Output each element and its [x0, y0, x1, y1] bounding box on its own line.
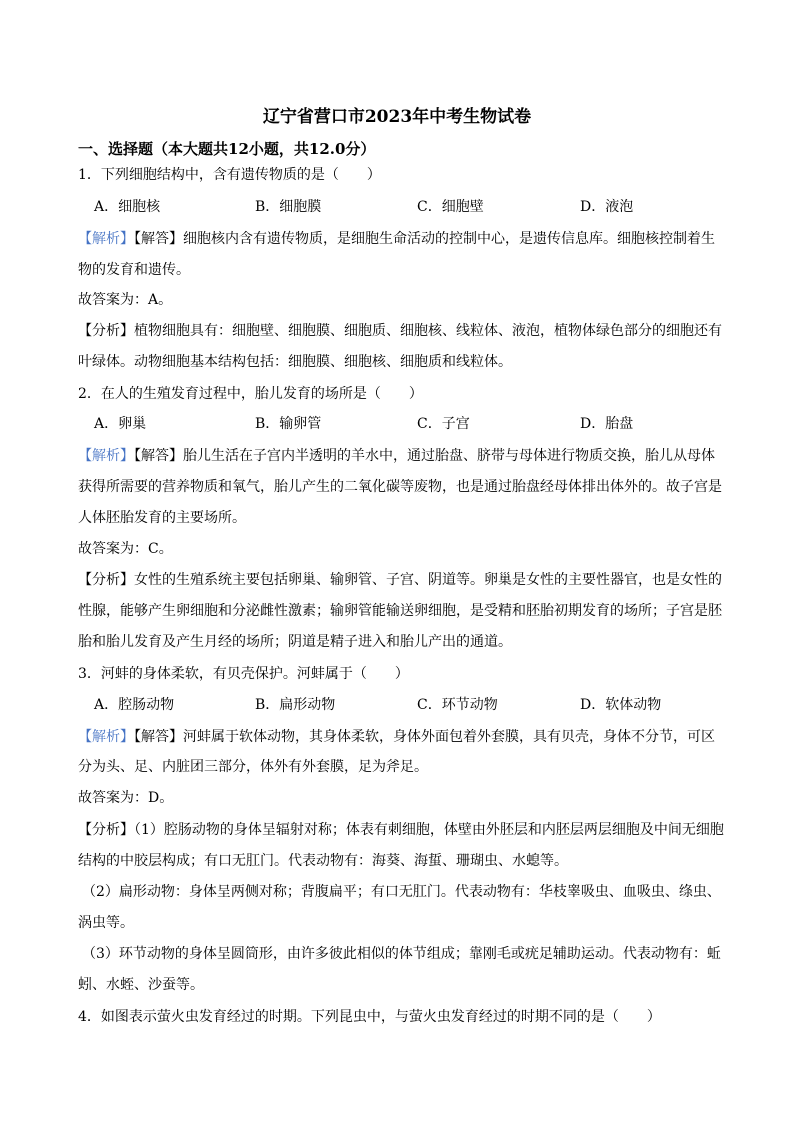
analysis-text: 胎和胎儿发育及产生月经的场所；阴道是精子进入和胎儿产出的通道。: [78, 634, 512, 650]
question-2-explanation-line: 【解析】【解答】胎儿生活在子宫内半透明的羊水中，通过胎盘、脐带与母体进行物质交换，胎儿从母体: [78, 448, 715, 464]
analysis-text: 蚓、水蛭、沙蚕等。: [78, 977, 204, 993]
option-b: B．输卵管: [255, 416, 322, 432]
question-2-stem: 2．在人的生殖发育过程中，胎儿发育的场所是（ ）: [78, 386, 423, 402]
question-4-stem: 4．如图表示萤火虫发育经过的时期。下列昆虫中，与萤火虫发育经过的时期不同的是（ ）: [78, 1009, 661, 1025]
question-2-answer: 故答案为：C。: [78, 541, 173, 557]
analysis-tag: 【解析】: [78, 448, 134, 464]
explanation-text: 物的发育和遗传。: [78, 262, 190, 278]
analysis-text: 性腺，能够产生卵细胞和分泌雌性激素；输卵管能输送卵细胞，是受精和胚胎初期发育的场所；子宫是胚: [78, 603, 722, 619]
option-c: C．子宫: [417, 416, 470, 432]
option-b: B．细胞膜: [255, 199, 322, 215]
option-a: A．腔肠动物: [94, 697, 175, 713]
option-a: A．卵巢: [94, 416, 147, 432]
question-1-analysis-line: 【分析】植物细胞具有：细胞壁、细胞膜、细胞质、细胞核、线粒体、液泡，植物体绿色部分的细胞还有: [78, 323, 722, 339]
analysis-text: （2）扁形动物：身体呈两侧对称；背腹扁平；有口无肛门。代表动物有：华枝睾吸虫、血吸虫、绦虫、: [82, 884, 721, 900]
question-3-analysis-line: 【分析】（1）腔肠动物的身体呈辐射对称；体表有刺细胞，体壁由外胚层和内胚层两层细胞及中间无细胞: [78, 822, 724, 838]
question-2-options: [94, 414, 694, 434]
answer-tag: 【解答】: [134, 231, 183, 247]
analysis-tag: 【解析】: [78, 231, 134, 247]
option-c: C．环节动物: [417, 697, 498, 713]
analysis-tag: 【解析】: [78, 729, 134, 745]
page-title: 辽宁省营口市2023年中考生物试卷: [262, 107, 532, 127]
question-1-options: [94, 197, 694, 217]
analysis-label: 【分析】: [78, 572, 134, 588]
analysis-text: （3）环节动物的身体呈圆筒形，由许多彼此相似的体节组成；靠刚毛或疣足辅助运动。代表动物有：蚯: [82, 946, 721, 962]
question-3-stem: 3．河蚌的身体柔软，有贝壳保护。河蚌属于（ ）: [78, 666, 409, 682]
question-1-stem: 1．下列细胞结构中，含有遗传物质的是（ ）: [78, 167, 381, 183]
explanation-text: 人体胚胎发育的主要场所。: [78, 510, 246, 526]
question-3-answer: 故答案为：D。: [78, 790, 174, 806]
option-d: D．胎盘: [580, 416, 634, 432]
analysis-text: 叶绿体。动物细胞基本结构包括：细胞膜、细胞核、细胞质和线粒体。: [78, 354, 512, 370]
question-1-answer: 故答案为：A。: [78, 292, 173, 308]
option-c: C．细胞壁: [417, 199, 484, 215]
analysis-text: 结构的中胶层构成；有口无肛门。代表动物有：海葵、海蜇、珊瑚虫、水螅等。: [78, 853, 568, 869]
question-3-options: [94, 695, 694, 715]
option-b: B．扁形动物: [255, 697, 336, 713]
analysis-text: 涡虫等。: [78, 915, 134, 931]
question-1-explanation-line: 【解析】【解答】细胞核内含有遗传物质，是细胞生命活动的控制中心，是遗传信息库。细胞核控制着生: [78, 231, 715, 247]
question-3-explanation-line: 【解析】【解答】河蚌属于软体动物，其身体柔软，身体外面包着外套膜，具有贝壳，身体不分节，可区: [78, 729, 715, 745]
section-heading: 一、选择题（本大题共12小题，共12.0分）: [78, 140, 376, 158]
answer-tag: 【解答】: [134, 448, 183, 464]
option-d: D．软体动物: [580, 697, 662, 713]
explanation-text: 分为头、足、内脏团三部分，体外有外套膜，足为斧足。: [78, 759, 428, 775]
answer-tag: 【解答】: [134, 729, 183, 745]
option-a: A．细胞核: [94, 199, 161, 215]
question-2-analysis-line: 【分析】女性的生殖系统主要包括卵巢、输卵管、子宫、阴道等。卵巢是女性的主要性器官，也是女性的: [78, 572, 722, 588]
explanation-text: 获得所需要的营养物质和氧气，胎儿产生的二氧化碳等废物，也是通过胎盘经母体排出体外的。故子宫是: [78, 479, 722, 495]
option-d: D．液泡: [580, 199, 634, 215]
analysis-label: 【分析】: [78, 323, 134, 339]
analysis-label: 【分析】: [78, 822, 134, 838]
